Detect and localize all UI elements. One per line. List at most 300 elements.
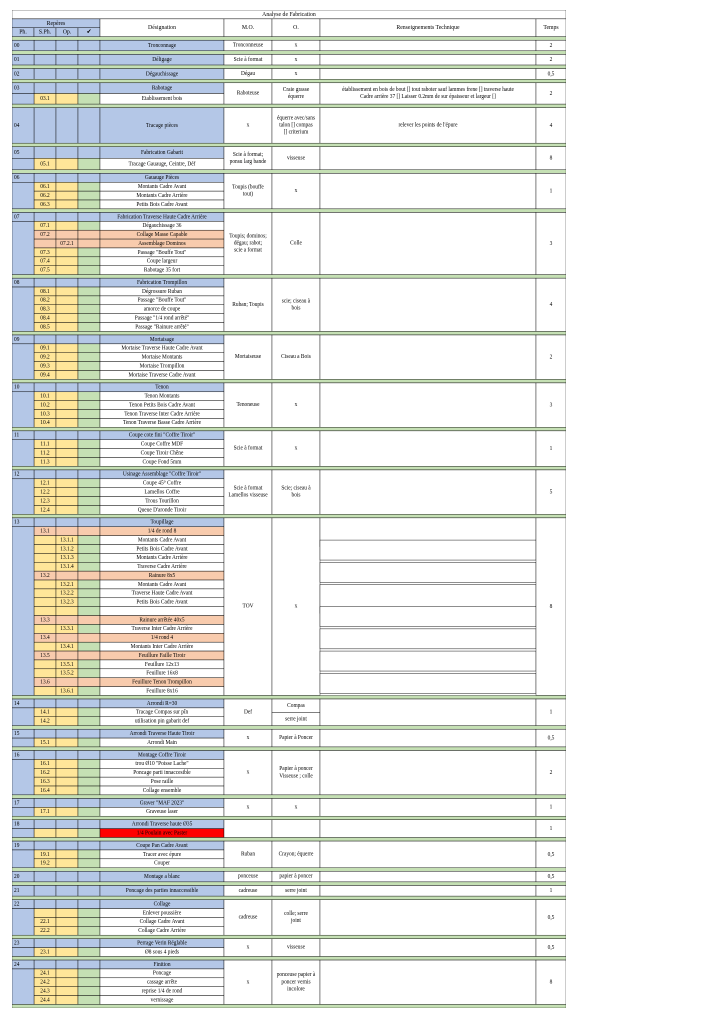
op-cell: [56, 960, 78, 969]
phase-title: Tenon: [155, 384, 169, 391]
ph-cell-body: [12, 440, 34, 467]
info-cell: [320, 673, 536, 693]
o-label: Compas: [287, 702, 305, 710]
o-label: x: [294, 402, 298, 409]
op-cell: [56, 370, 78, 379]
op-cell: [56, 410, 78, 419]
header-temps-label: Temps: [543, 25, 559, 32]
mo-label: Tenoneuse: [236, 402, 260, 409]
sph-label: 24.3: [40, 988, 50, 995]
check-cell: [78, 353, 100, 362]
op-cell: [56, 221, 78, 230]
op-cell: [56, 401, 78, 410]
temps-label: 0,5: [547, 873, 555, 881]
check-cell: [78, 221, 100, 230]
check-cell: [78, 987, 100, 996]
sph-label: 16.1: [40, 761, 50, 768]
sph-label: 09.2: [40, 354, 50, 361]
sph-cell: [34, 900, 56, 909]
phase-number: 13: [14, 519, 20, 526]
op-cell: [56, 230, 78, 239]
sph-cell: [34, 909, 56, 918]
check-cell: [78, 410, 100, 419]
sph-label: 14.1: [40, 709, 50, 716]
phase-title: Fabrication Gabarit: [140, 149, 184, 156]
phase-title: Montage a blanc: [144, 873, 180, 881]
phase-number: 14: [14, 700, 20, 707]
info-cell: [320, 470, 536, 514]
designation-label: Coupe 45° Coffre: [142, 480, 182, 487]
designation-label: Coupe Tiroir Chêne: [140, 450, 184, 457]
sph-cell: [34, 607, 56, 616]
sph-cell: [34, 383, 56, 392]
sph-label: 24.1: [40, 970, 50, 977]
page-title: Analyse de Fabrication: [262, 11, 316, 19]
op-cell: [56, 926, 78, 935]
check-cell: [78, 777, 100, 786]
sph-label: 24.2: [40, 979, 50, 986]
op-cell: [56, 948, 78, 957]
op-cell: [56, 518, 78, 527]
temps-label: 8: [549, 603, 553, 611]
temps-label: 2: [549, 90, 553, 97]
designation-label: Rainure arrêtée 40x5: [139, 617, 185, 624]
check-cell: [78, 729, 100, 738]
designation-label: Traverse Haute Cadre Avant: [131, 590, 193, 597]
sph-cell: [34, 335, 56, 344]
o-label: Papier à Poncer: [279, 735, 313, 742]
check-cell: [78, 900, 100, 909]
check-cell: [78, 885, 100, 896]
check-cell: [78, 158, 100, 170]
check-cell: [78, 239, 100, 248]
check-cell: [78, 580, 100, 589]
temps-label: 0,5: [547, 914, 555, 921]
designation-label: Rainure 8x5: [148, 572, 176, 580]
check-cell: [78, 200, 100, 209]
sph-label: 09.1: [40, 345, 50, 352]
separator-row: [12, 209, 566, 213]
o-label: x: [294, 804, 298, 811]
check-cell: [78, 939, 100, 948]
check-cell: [78, 344, 100, 353]
op-label: 13.1.4: [60, 563, 74, 571]
op-cell: [56, 768, 78, 777]
sph-cell: [34, 820, 56, 829]
check-cell: [78, 278, 100, 287]
designation-label: Montants Cadre Avant: [137, 537, 187, 544]
phase-number: 01: [14, 56, 20, 64]
separator-row: [12, 427, 566, 431]
check-cell: [78, 314, 100, 323]
check-cell: [78, 996, 100, 1005]
info-cell: [320, 54, 536, 65]
temps-label: 1: [549, 445, 553, 453]
separator-row: [12, 935, 566, 939]
check-cell: [78, 917, 100, 926]
designation-label: 1/4 rond 4: [150, 634, 174, 642]
op-cell: [56, 147, 78, 159]
info-label: relever les points de l'épure: [398, 122, 458, 129]
check-cell: [78, 717, 100, 726]
temps-label: 3: [549, 402, 553, 409]
designation-label: Petits Bois Cadre Avant: [136, 201, 188, 208]
mo-label: Def: [243, 709, 253, 716]
sph-label: 08.3: [40, 306, 50, 313]
op-cell: [56, 909, 78, 918]
ph-cell-body: [12, 392, 34, 428]
op-cell: [56, 850, 78, 859]
ph-cell-body: [12, 909, 34, 936]
designation-label: Tenon Petits Bois Cadre Avant: [129, 402, 195, 409]
check-cell: [78, 69, 100, 80]
op-cell: [56, 54, 78, 65]
op-label: 13.1.1: [60, 537, 74, 544]
op-label: 13.1.2: [60, 546, 74, 553]
designation-label: Collage Masse Capable: [136, 231, 188, 239]
header-renseignements-label: Renseignements Technique: [396, 25, 460, 32]
temps-label: 0,5: [547, 71, 555, 78]
op-cell: [56, 678, 78, 687]
ph-cell-body: [12, 969, 34, 1005]
separator-row: [12, 143, 566, 147]
designation-label: Pose raille: [150, 778, 174, 786]
sph-label: 22.1: [40, 919, 50, 926]
op-label: 13.5.2: [60, 670, 74, 677]
op-cell: [56, 978, 78, 987]
sph-label: 11.3: [40, 459, 50, 466]
mo-label: x: [246, 122, 250, 129]
ph-cell-body: [12, 93, 34, 104]
op-cell: [56, 607, 78, 616]
sph-label: 11.2: [40, 450, 50, 457]
check-cell: [78, 431, 100, 440]
phase-number: 19: [14, 842, 20, 849]
phase-number: 03: [14, 85, 20, 92]
temps-label: 0,5: [547, 735, 555, 742]
phase-title: Mortaisage: [149, 336, 175, 343]
fabrication-sheet: [12, 10, 566, 1008]
mo-label: x: [246, 979, 250, 986]
temps-label: 3: [549, 240, 553, 247]
sph-label: 11.1: [40, 441, 50, 448]
designation-cell: [100, 607, 224, 616]
o-label: Craie grasse équerre: [282, 87, 310, 101]
designation-label: Tracer avec épure: [142, 851, 182, 858]
check-cell: [78, 978, 100, 987]
check-cell: [78, 699, 100, 708]
mo-label: Tronconneuse: [232, 42, 264, 49]
sph-cell: [34, 536, 56, 545]
separator-row: [12, 838, 566, 842]
sph-cell: [34, 660, 56, 669]
designation-label: Collage Cadre Arrière: [138, 927, 186, 935]
o-label: ponceuse papier à poncer vernis incolore: [276, 972, 316, 993]
phase-title: Toupillage: [150, 519, 174, 526]
phase-number: 10: [14, 384, 20, 391]
info-cell: [320, 841, 536, 868]
sph-label: 07.1: [40, 222, 50, 230]
mo-label: Ruban; Toupis: [232, 301, 264, 309]
check-cell: [78, 335, 100, 344]
o-label: x: [294, 445, 298, 453]
op-cell: [56, 633, 78, 642]
designation-label: Montants Cadre Arrière: [136, 192, 188, 200]
op-cell: [56, 431, 78, 440]
header-mo-label: M.O.: [241, 25, 255, 32]
designation-label: 1/4 de rond 8: [147, 528, 177, 535]
mo-label: Toupis; dominos; dégau; rabot; scie a format: [229, 233, 267, 255]
phase-number: 24: [14, 961, 20, 968]
designation-label: Feuillure Tenon Trompillon: [132, 679, 192, 686]
op-cell: [56, 257, 78, 266]
sph-cell: [34, 239, 56, 248]
header-reperes-label: Repères: [46, 20, 66, 27]
phase-number: 20: [14, 873, 20, 881]
op-cell: [56, 917, 78, 926]
phase-number: 18: [14, 821, 20, 828]
sph-label: 05.1: [40, 161, 50, 168]
op-cell: [56, 182, 78, 191]
check-cell: [78, 527, 100, 536]
sph-label: 12.1: [40, 480, 50, 487]
sph-cell: [34, 518, 56, 527]
phase-number: 06: [14, 174, 20, 182]
designation-label: Montants Cadre Arrière: [136, 555, 188, 562]
sph-label: 13.1: [40, 528, 50, 535]
sph-cell: [34, 580, 56, 589]
designation-label: Traverse Inter Cadre Arrière: [131, 626, 193, 633]
op-label: 13.1.3: [60, 555, 74, 562]
sph-cell: [34, 669, 56, 678]
check-cell: [78, 505, 100, 514]
phase-title: Perrage Verin Réglable: [137, 940, 187, 947]
sph-label: 14.2: [40, 718, 50, 725]
check-cell: [78, 871, 100, 882]
sph-cell: [34, 624, 56, 633]
check-cell: [78, 418, 100, 427]
info-cell: [320, 651, 536, 671]
op-cell: [56, 699, 78, 708]
check-cell: [78, 108, 100, 144]
separator-row: [12, 882, 566, 886]
sph-cell: [34, 729, 56, 738]
temps-label: 1: [549, 887, 553, 895]
sph-cell: [34, 885, 56, 896]
o-label: visseuse: [287, 155, 305, 162]
check-cell: [78, 248, 100, 257]
check-cell: [78, 93, 100, 104]
designation-label: Feuillure 12x13: [144, 661, 180, 668]
phase-number: 16: [14, 752, 20, 759]
phase-number: 11: [14, 432, 20, 439]
designation-label: utilisation pin gabarit def: [134, 718, 190, 725]
sph-cell: [34, 642, 56, 651]
check-cell: [78, 488, 100, 497]
separator-row: [12, 170, 566, 174]
check-cell: [78, 173, 100, 182]
phase-title: Usinage Assemblage "Coffre Tiroir": [122, 471, 202, 478]
phase-title: Rabotage: [151, 85, 173, 92]
check-cell: [78, 257, 100, 266]
temps-label: 1: [549, 709, 553, 716]
check-cell: [78, 589, 100, 598]
op-label: 13.2.3: [60, 599, 74, 606]
designation-label: Feuillure 16x8: [146, 670, 178, 677]
o-label: équerre avec/sans talon [] compas [] criterium: [276, 115, 316, 137]
op-cell: [56, 939, 78, 948]
op-cell: [56, 505, 78, 514]
designation-label: Arrondi Main: [147, 739, 177, 746]
ph-cell-body: [12, 807, 34, 816]
op-cell: [56, 392, 78, 401]
phase-number: 05: [14, 149, 20, 156]
info-cell: [320, 939, 536, 957]
check-cell: [78, 820, 100, 829]
separator-row: [12, 795, 566, 799]
designation-label: Mortaise Traverse Cadre Avant: [128, 372, 196, 379]
check-cell: [78, 909, 100, 918]
check-cell: [78, 859, 100, 868]
check-cell: [78, 323, 100, 332]
info-cell: [320, 751, 536, 795]
check-cell: [78, 798, 100, 807]
sph-label: 10.3: [40, 411, 50, 418]
temps-label: 2: [549, 769, 553, 777]
op-cell: [56, 191, 78, 200]
check-cell: [78, 841, 100, 850]
op-cell: [56, 717, 78, 726]
sph-cell: [34, 278, 56, 287]
op-cell: [56, 314, 78, 323]
temps-label: 2: [549, 42, 553, 49]
check-cell: [78, 230, 100, 239]
phase-number: 21: [14, 887, 20, 895]
mo-label: Ruban: [240, 851, 256, 858]
phase-number: 09: [14, 336, 20, 343]
separator-row: [12, 957, 566, 961]
designation-label: Passage "Bouffe Tout": [137, 297, 187, 304]
check-cell: [78, 633, 100, 642]
phase-title: Tronconnage: [147, 42, 177, 49]
designation-label: Tracage Gauauge, Ceintre, Déf: [128, 161, 196, 168]
sph-label: 07.5: [40, 267, 50, 274]
designation-label: Tracage Compas sur pîn: [135, 709, 189, 716]
mo-cell: [224, 820, 272, 838]
info-cell: [320, 607, 536, 627]
check-cell: [78, 948, 100, 957]
info-cell: [320, 431, 536, 467]
sph-label: 07.3: [40, 249, 50, 256]
op-cell: [56, 841, 78, 850]
ph-cell-body: [12, 182, 34, 209]
phase-number: 07: [14, 214, 20, 221]
designation-label: Enlever poussière: [142, 910, 182, 917]
sph-label: 13.4: [40, 634, 50, 642]
sph-cell: [34, 829, 56, 838]
sph-label: 16.2: [40, 769, 50, 777]
phase-title: Déligage: [152, 56, 172, 64]
op-cell: [56, 571, 78, 580]
phase-title: Dégauchissage: [145, 71, 179, 78]
sph-cell: [34, 431, 56, 440]
sph-label: 10.1: [40, 393, 50, 400]
op-label: 13.5.1: [60, 661, 74, 668]
sph-cell: [34, 470, 56, 479]
op-cell: [56, 335, 78, 344]
phase-title: Fabrication Trompillon: [136, 279, 188, 287]
info-cell: [320, 540, 536, 560]
o-label: Scie; ciseau à bois: [281, 485, 311, 500]
check-cell: [78, 449, 100, 458]
op-cell: [56, 651, 78, 660]
op-cell: [56, 479, 78, 488]
o-label: papier à poncer: [279, 873, 313, 881]
sph-label: 06.2: [40, 192, 50, 200]
designation-label: Coupe Fond 5mm: [142, 459, 182, 466]
op-cell: [56, 996, 78, 1005]
phase-title: Arrondi Traverse haute Ø35: [131, 821, 193, 828]
separator-row: [12, 726, 566, 730]
phase-number: 17: [14, 800, 20, 807]
check-cell: [78, 708, 100, 717]
sph-cell: [34, 871, 56, 882]
o-label: x: [294, 56, 298, 64]
phase-number: 04: [14, 122, 20, 129]
check-cell: [78, 829, 100, 838]
temps-label: 4: [549, 301, 553, 309]
phase-number: 12: [14, 471, 20, 478]
designation-label: Mortaise Trompillon: [139, 363, 185, 370]
designation-label: amorce de coupe: [143, 306, 181, 313]
op-cell: [56, 296, 78, 305]
check-cell: [78, 850, 100, 859]
op-cell: [56, 449, 78, 458]
designation-label: Lamellos Coffre: [144, 489, 180, 496]
sph-label: 09.4: [40, 372, 50, 379]
op-cell: [56, 440, 78, 449]
phase-title: Arrondi Traverse Haute Tiroir: [129, 730, 195, 738]
sph-cell: [34, 83, 56, 94]
sph-label: 16.3: [40, 778, 50, 786]
sph-label: 10.2: [40, 402, 50, 409]
sph-label: 24.4: [40, 997, 50, 1004]
check-cell: [78, 759, 100, 768]
phase-title: Finition: [153, 961, 171, 968]
ph-cell-body: [12, 948, 34, 957]
separator-row: [12, 65, 566, 69]
designation-label: Montants Inter Cadre Arrière: [130, 643, 194, 651]
mo-label: Toupis (bouffe tout): [232, 184, 264, 199]
sph-cell: [34, 687, 56, 696]
sph-cell: [34, 598, 56, 607]
designation-label: Feuillure 8x16: [146, 688, 178, 695]
separator-row: [12, 514, 566, 518]
info-cell: [320, 40, 536, 51]
check-cell: [78, 651, 100, 660]
sph-cell: [34, 562, 56, 571]
op-cell: [56, 305, 78, 314]
designation-label: Mortaise Montants: [141, 354, 183, 361]
designation-label: Mortaise Traverse Haute Cadre Avant: [121, 345, 203, 352]
ph-cell-body: [12, 344, 34, 380]
check-cell: [78, 960, 100, 969]
designation-label: Traverse Cadre Arrière: [137, 563, 187, 571]
temps-label: 2: [549, 354, 553, 361]
phase-title: Tracage pièces: [146, 122, 178, 129]
phase-number: 22: [14, 901, 20, 908]
phase-title: Poncage des parties innaccessible: [125, 887, 199, 895]
